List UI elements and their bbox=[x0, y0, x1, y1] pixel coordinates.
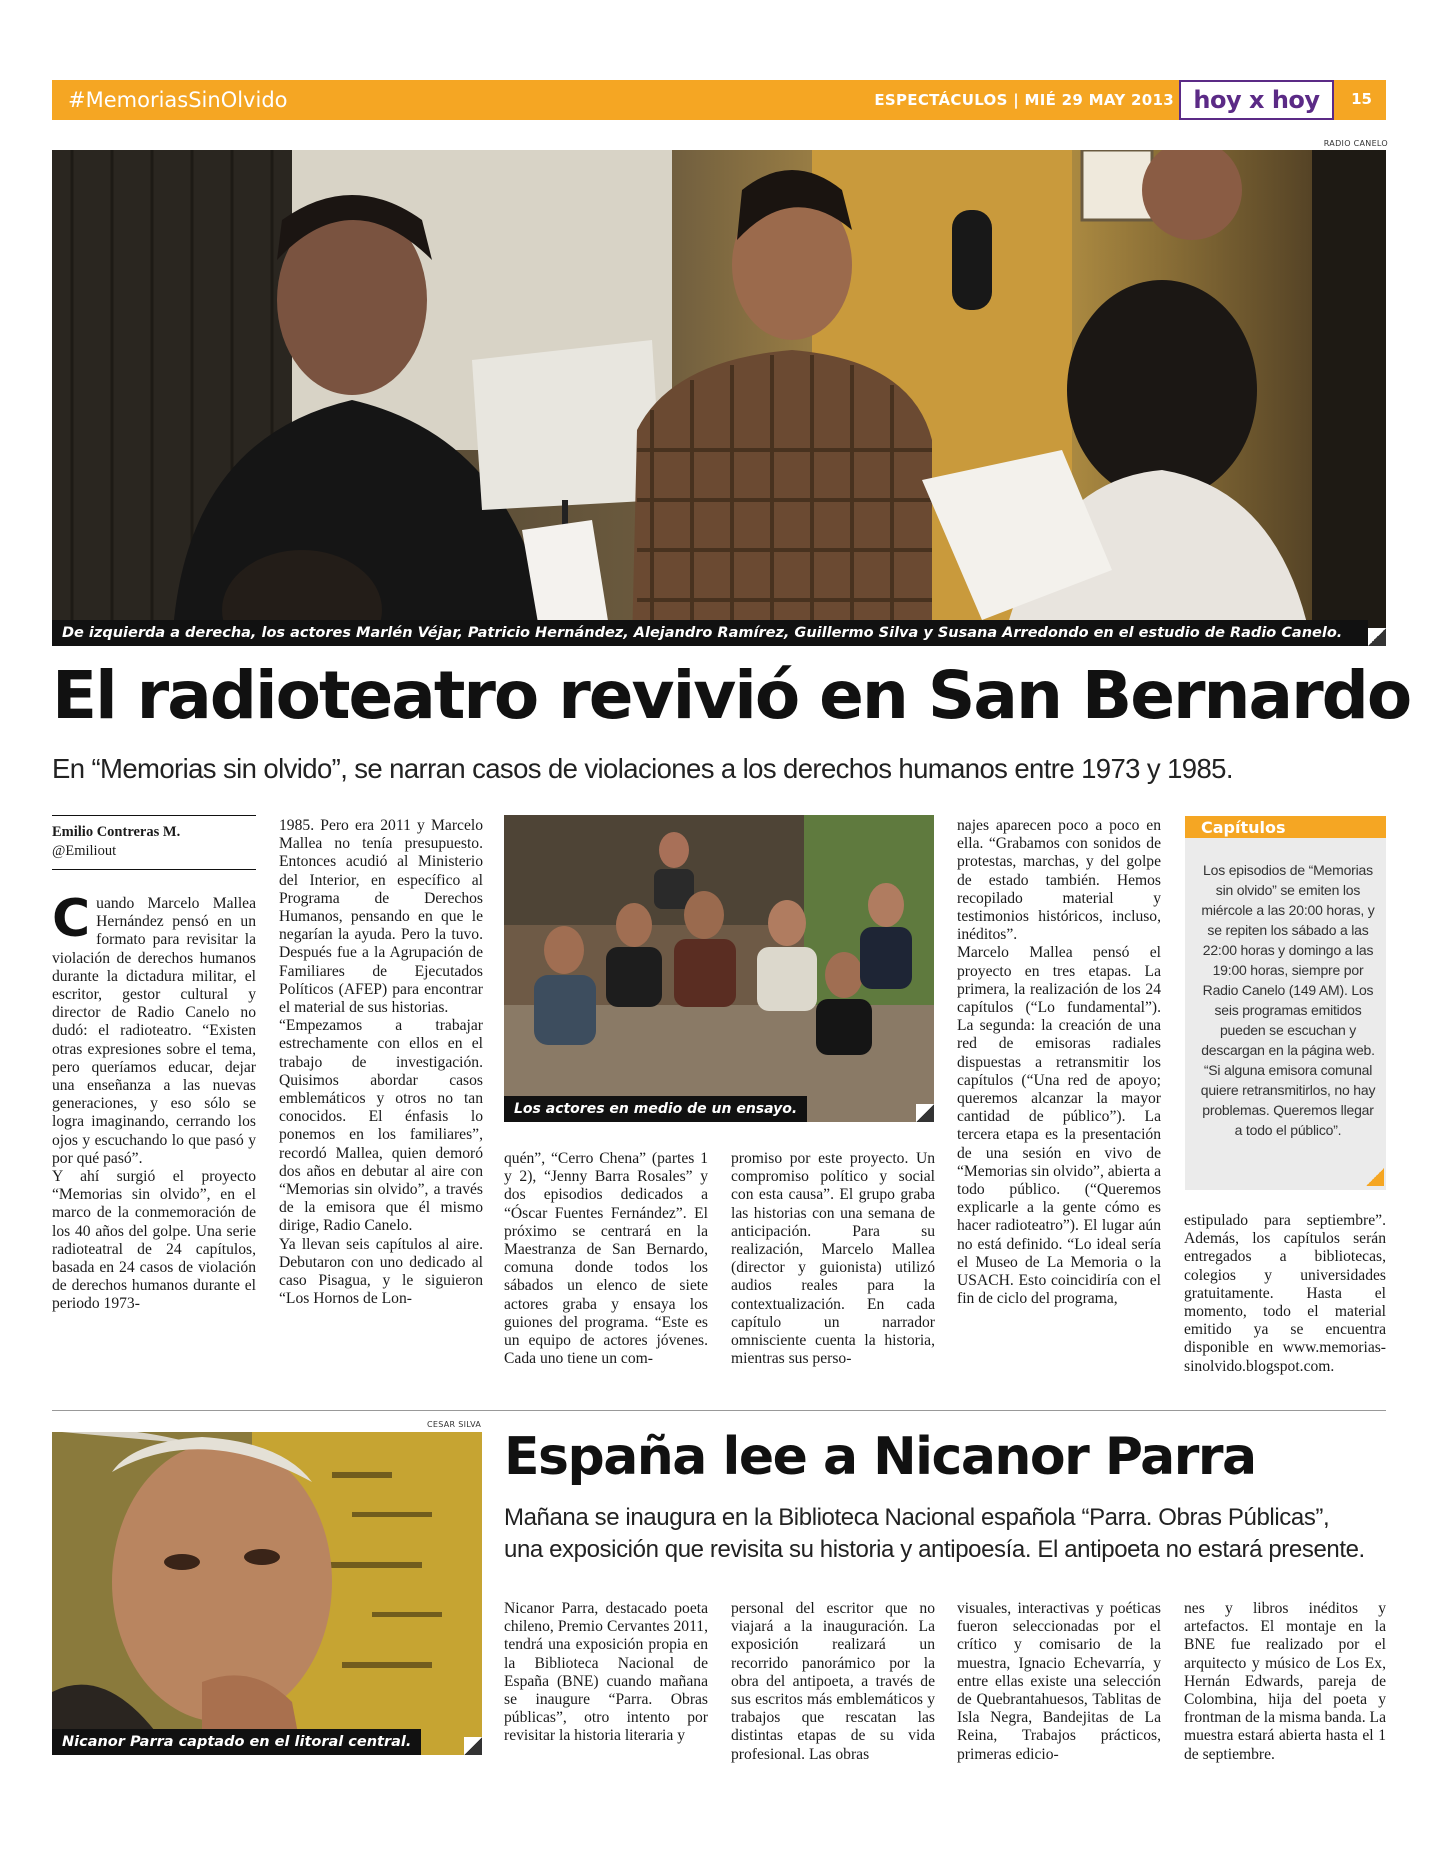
recording-studio-photo bbox=[52, 150, 1386, 646]
article-column-2 bbox=[279, 817, 483, 1308]
portrait-photo bbox=[52, 1432, 482, 1755]
article-paragraph: najes aparecen poco a poco en ella. “Grabamos con sonidos de protestas, marchas, y del golpe de estado también. Hemos recopilado material y testimonios históricos, incluso, inéditos”. bbox=[957, 817, 1161, 944]
article-column-6 bbox=[1184, 1212, 1386, 1376]
main-headline: El radioteatro revivió en San Bernardo bbox=[52, 657, 1411, 734]
article-paragraph: quén”, “Cerro Chena” (partes 1 y 2), “Jenny Barra Rosales” y dos episodios dedicados a “Óscar Fuentes Fernández”. El próximo se centrará en la Maestranza de San Bernardo, comuna donde todos los sábados un elenco de siete actores graba y ensaya los guiones del programa. “Este es un equipo de actores jóvenes. Cada uno tiene un com- bbox=[504, 1150, 708, 1368]
article-column-3 bbox=[504, 1150, 708, 1368]
article-paragraph: “Empezamos a trabajar estrechamente con ellos en el trabajo de investigación. Quisimos abordar casos emblemáticos y otros no tan conocidos. El énfasis lo ponemos en los familiares”, recordó Mallea, quien demoró dos años en debutar al aire con “Memorias sin olvido”, a través de la emisora que él mismo dirige, Radio Canelo. bbox=[279, 1017, 483, 1235]
second-column-2 bbox=[731, 1600, 935, 1764]
article-paragraph: promiso por este proyecto. Un compromiso político y social con esta causa”. El grupo graba las historias con una semana de anticipación. Para su realización, Marcelo Mallea (director y guionista) utilizó audios reales para la contextualización. En cada capítulo un narrador omnisciente cuenta la historia, mientras sus perso- bbox=[731, 1150, 935, 1368]
page-number: 15 bbox=[1351, 90, 1372, 108]
article-paragraph: Ya llevan seis capítulos al aire. Debutaron con uno dedicado al caso Pisagua, y le siguieron “Los Hornos de Lon- bbox=[279, 1235, 483, 1308]
second-column-1 bbox=[504, 1600, 708, 1746]
inset-photo bbox=[504, 815, 934, 1122]
second-column-3 bbox=[957, 1600, 1161, 1764]
byline-name: Emilio Contreras M. bbox=[52, 824, 181, 840]
article-paragraph: Nicanor Parra, destacado poeta chileno, Premio Cervantes 2011, tendrá una exposición propia en la Biblioteca Nacional de España (BNE) cuando mañana se inaugure “Parra. Obras públicas”, otro intento por revisitar la historia literaria y bbox=[504, 1600, 708, 1745]
second-headline: España lee a Nicanor Parra bbox=[504, 1427, 1256, 1487]
article-column-4 bbox=[731, 1150, 935, 1368]
byline-handle: @Emiliout bbox=[52, 843, 117, 859]
article-paragraph: Marcelo Mallea pensó el proyecto en tres etapas. La primera, la realización de los 24 capítulos (“Lo fundamental”). La segunda: la creación de una red de emisoras radiales dispuestas a retransmitir los capítulos (“Una red de apoyo; queremos alcanzar la mayor cantidad de público”). La tercera etapa es la presentación de una sesión en vivo de “Memorias sin olvido”, abierta a todo público. (“Queremos explicarle a la gente cómo es hacer radioteatro”). El lugar aún no está definido. “Lo ideal sería el Museo de La Memoria o la USACH. Esto coincidiría con el fin de ciclo del programa, bbox=[957, 944, 1161, 1308]
photo-credit: CESAR SILVA bbox=[427, 1420, 482, 1429]
byline bbox=[52, 823, 256, 861]
actors-group-photo bbox=[504, 815, 934, 1122]
article-paragraph: estipulado para septiembre”. Además, los capítulos serán entregados a bibliotecas, colegios y universidades gratuitamente. Hasta el momento, todo el material emitido ya se encuentra disponible en www.memorias-sinolvido.blogspot.com. bbox=[1184, 1212, 1386, 1375]
main-deck: En “Memorias sin olvido”, se narran casos de violaciones a los derechos humanos entre 1973 y 1985. bbox=[52, 753, 1233, 784]
article-paragraph: Y ahí surgió el proyecto “Memorias sin olvido”, en el marco de la conmemoración de los 40 años del golpe. Una serie radioteatral de 24 capítulos, basada en 24 casos de violación de derechos humanos durante el periodo 1973- bbox=[52, 1168, 256, 1313]
sidebar-corner-mark bbox=[1366, 1168, 1384, 1186]
byline-rule-bottom bbox=[52, 869, 256, 870]
second-deck-line: una exposición que revisita su historia y antipoesía. El antipoeta no estará presente. bbox=[504, 1536, 1365, 1563]
inset-photo-caption: Los actores en medio de un ensayo. bbox=[504, 1096, 807, 1122]
second-column-4 bbox=[1184, 1600, 1386, 1764]
corner-mark bbox=[1368, 628, 1386, 646]
second-deck bbox=[504, 1502, 1365, 1566]
corner-mark bbox=[916, 1104, 934, 1122]
article-column-5 bbox=[957, 817, 1161, 1308]
section-header-bar bbox=[52, 80, 1386, 120]
main-photo bbox=[52, 150, 1386, 646]
article-separator bbox=[52, 1410, 1386, 1411]
sidebar-title: Capítulos bbox=[1201, 818, 1286, 837]
second-deck-line: Mañana se inaugura en la Biblioteca Nacional española “Parra. Obras Públicas”, bbox=[504, 1504, 1330, 1531]
main-photo-caption: De izquierda a derecha, los actores Marlén Véjar, Patricio Hernández, Alejandro Ramírez, Guillermo Silva y Susana Arredondo en el estudio de Radio Canelo. bbox=[52, 620, 1368, 646]
drop-cap: C bbox=[52, 889, 91, 949]
article-paragraph: uando Marcelo Mallea Hernández pensó en un formato para revisitar la violación de derechos humanos durante la dictadura militar, el escritor, gestor cultural y director de Radio Canelo no dudó: el radioteatro. “Existen otras expresiones sobre el tema, pero queríamos educar, dejar una enseñanza a las nuevas generaciones, y eso sólo se logra imaginando, cerrando los ojos y escuchando lo que pasó y por qué pasó”. bbox=[52, 895, 256, 1167]
portrait-photo-caption: Nicanor Parra captado en el litoral central. bbox=[52, 1729, 421, 1755]
byline-rule bbox=[52, 815, 256, 816]
article-paragraph: personal del escritor que no viajará a la inauguración. La exposición realizará un recorrido panorámico por la obra del antipoeta, a través de sus escritos más emblemáticos y trabajos que rescatan las distintas etapas de su vida profesional. Las obras bbox=[731, 1600, 935, 1763]
newspaper-logo bbox=[1179, 80, 1334, 120]
corner-mark bbox=[464, 1737, 482, 1755]
article-paragraph: nes y libros inéditos y artefactos. El montaje en la BNE fue realizado por el arquitecto y músico de Los Ex, Hernán Edwards, pareja de Colombina, hija del poeta y frontman de la misma banda. La muestra estará abierta hasta el 1 de septiembre. bbox=[1184, 1600, 1386, 1763]
logo-text: hoy x hoy bbox=[1193, 86, 1320, 114]
article-paragraph: 1985. Pero era 2011 y Marcelo Mallea no tenía presupuesto. Entonces acudió al Ministerio del Interior, en específico al Programa de Derechos Humanos, pensando en que le negarían la ayuda. Pero la tuvo. Después fue a la Agrupación de Familiares de Ejecutados Políticos (AFEP) para encontrar el material de sus historias. bbox=[279, 817, 483, 1017]
photo-credit: RADIO CANELO bbox=[1323, 139, 1388, 148]
hashtag-label: #MemoriasSinOlvido bbox=[68, 88, 288, 112]
article-column-1 bbox=[52, 889, 256, 1314]
sidebar-header bbox=[1185, 816, 1386, 838]
article-paragraph: visuales, interactivas y poéticas fueron seleccionadas por el crítico y comisario de la muestra, Ignacio Echevarría, y entre ellas existe una selección de Quebrantahuesos, Tablitas de Isla Negra, Bandejitas de La Reina, Trabajos prácticos, primeras edicio- bbox=[957, 1600, 1161, 1763]
nicanor-parra-portrait bbox=[52, 1432, 482, 1755]
section-date-label: ESPECTÁCULOS | MIÉ 29 MAY 2013 bbox=[874, 91, 1174, 109]
sidebar-text: Los episodios de “Memorias sin olvido” se emiten los miércole a las 20:00 horas, y se repiten los sábado a las 22:00 horas y domingo a las 19:00 horas, siempre por Radio Canelo (149 AM). Los seis programas emitidos pueden se escuchan y descargan en la página web. “Si alguna emisora comunal quiere retransmitirlos, no hay problemas. Queremos llegar a todo el público”. bbox=[1200, 862, 1376, 1138]
